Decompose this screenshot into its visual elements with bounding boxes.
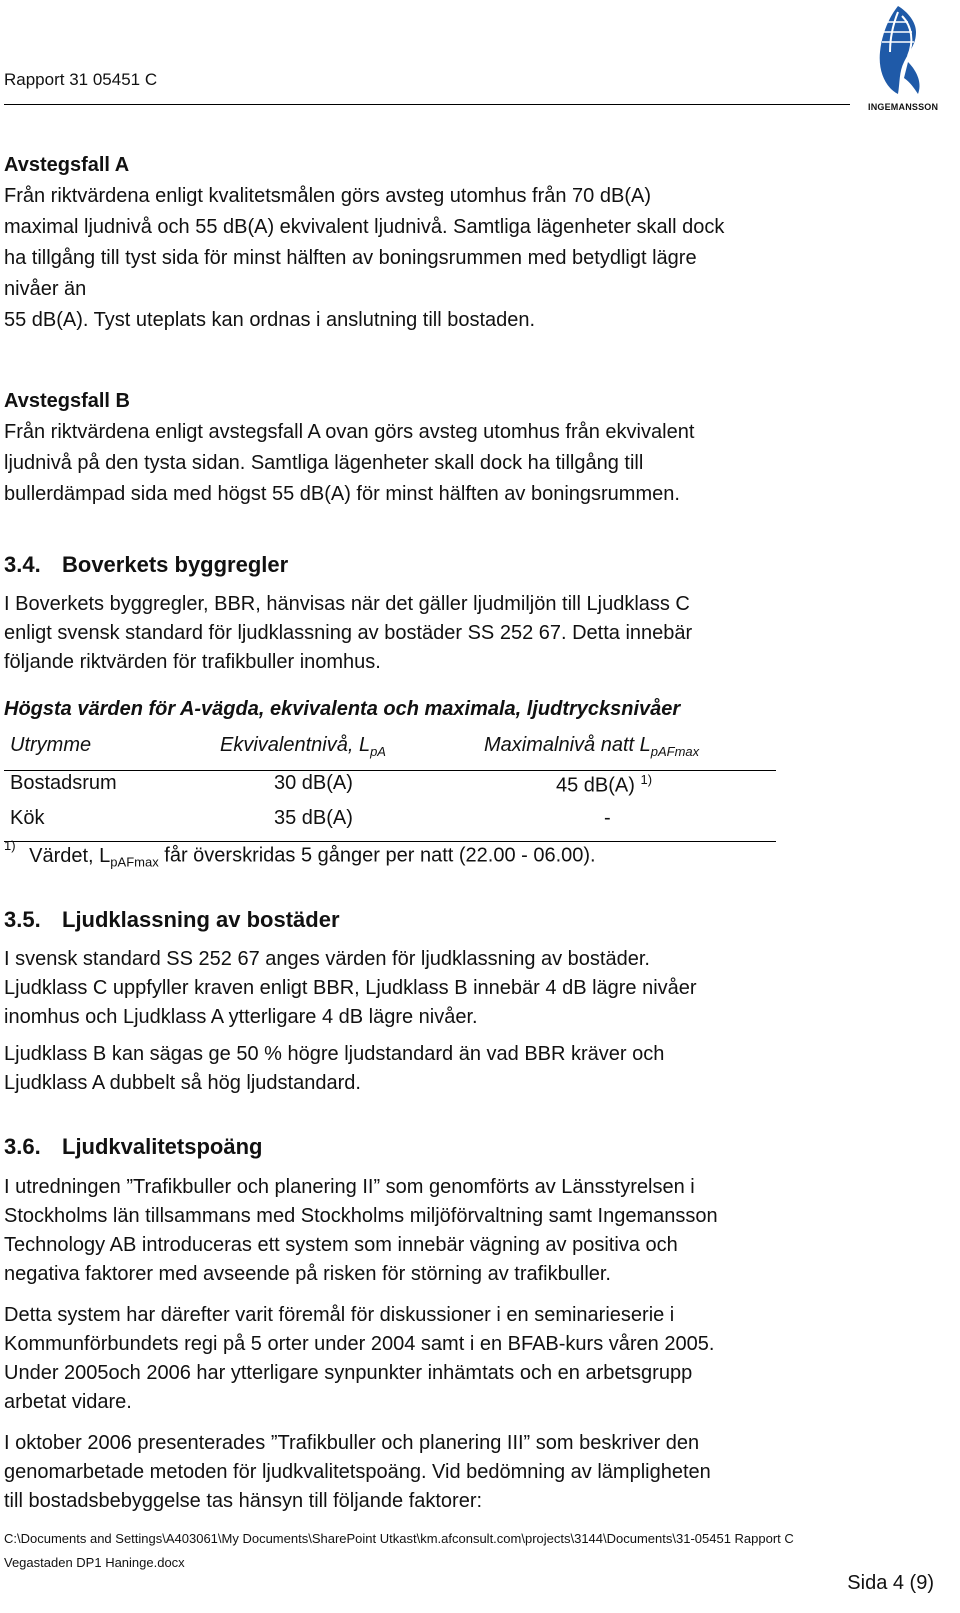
header-rule bbox=[4, 104, 850, 105]
avstegsfall-a-line-4: nivåer än bbox=[4, 278, 87, 300]
section-34-line-2: enligt svensk standard för ljudklassning av bostäder SS 252 67. Detta innebär bbox=[4, 622, 693, 644]
header-utrymme: Utrymme bbox=[10, 734, 92, 756]
footnote-mark: 1) bbox=[4, 838, 16, 853]
section-34-body bbox=[4, 590, 904, 677]
avstegsfall-b-line-2: ljudnivå på den tysta sidan. Samtliga lägenheter skall dock ha tillgång till bbox=[4, 452, 644, 474]
section-36-para-3 bbox=[4, 1429, 904, 1516]
avstegsfall-b-line-1: Från riktvärdena enligt avstegsfall A ovan görs avsteg utomhus från ekvivalent bbox=[4, 421, 695, 443]
header-maximal-sub: pAFmax bbox=[650, 744, 700, 759]
section-35-para-1 bbox=[4, 945, 904, 1032]
table-footnote bbox=[4, 838, 596, 870]
table-row bbox=[4, 772, 776, 808]
section-35-p1-line-3: inomhus och Ljudklass A ytterligare 4 dB lägre nivåer. bbox=[4, 1006, 478, 1028]
section-36-p3-line-3: till bostadsbebyggelse tas hänsyn till följande faktorer: bbox=[4, 1490, 483, 1512]
section-35-p1-line-1: I svensk standard SS 252 67 anges värden för ljudklassning av bostäder. bbox=[4, 948, 650, 970]
section-36-heading bbox=[4, 1134, 262, 1160]
row-equiv: 35 dB(A) bbox=[274, 807, 353, 829]
footnote-pre: Värdet, L bbox=[29, 844, 111, 867]
header-ekvivalent bbox=[220, 734, 386, 759]
section-36-p2-line-2: Kommunförbundets regi på 5 orter under 2004 samt i en BFAB-kurs våren 2005. bbox=[4, 1333, 715, 1355]
row-equiv: 30 dB(A) bbox=[274, 772, 353, 794]
section-35-para-2 bbox=[4, 1040, 904, 1098]
section-36-p2-line-4: arbetat vidare. bbox=[4, 1391, 132, 1413]
avstegsfall-b-line-3: bullerdämpad sida med högst 55 dB(A) för minst hälften av boningsrummen. bbox=[4, 483, 680, 505]
footer-path bbox=[4, 1527, 794, 1575]
ingemansson-logo bbox=[868, 2, 939, 120]
section-36-p1-line-1: I utredningen ”Trafikbuller och planering II” som genomförts av Länsstyrelsen i bbox=[4, 1176, 695, 1198]
header-ekvivalent-sub: pA bbox=[370, 744, 386, 759]
avstegsfall-b-block bbox=[4, 386, 904, 510]
section-35-number: 3.5. bbox=[4, 907, 41, 932]
report-id: Rapport 31 05451 C bbox=[4, 70, 158, 89]
section-35-p2-line-1: Ljudklass B kan sägas ge 50 % högre ljudstandard än vad BBR kräver och bbox=[4, 1043, 665, 1065]
table-title: Högsta värden för A-vägda, ekvivalenta och maximala, ljudtrycksnivåer bbox=[4, 698, 681, 720]
row-room: Bostadsrum bbox=[10, 772, 117, 794]
section-34-line-3: följande riktvärden för trafikbuller inomhus. bbox=[4, 651, 381, 673]
section-36-p1-line-3: Technology AB introduceras ett system som innebär vägning av positiva och bbox=[4, 1234, 678, 1256]
section-36-number: 3.6. bbox=[4, 1134, 41, 1159]
header-maximal bbox=[484, 734, 699, 759]
page-number: Sida 4 (9) bbox=[847, 1572, 934, 1594]
footer-path-line-1: C:\Documents and Settings\A403061\My Documents\SharePoint Utkast\km.afconsult.com\projects\3144\Documents\31-05451 Rapport C bbox=[4, 1531, 794, 1546]
section-35-heading bbox=[4, 907, 340, 933]
section-36-title: Ljudkvalitetspoäng bbox=[62, 1134, 263, 1159]
section-34-title: Boverkets byggregler bbox=[62, 552, 289, 577]
footnote-sub: pAFmax bbox=[110, 854, 159, 870]
footnote-post: får överskridas 5 gånger per natt (22.00 - 06.00). bbox=[158, 844, 596, 867]
section-36-p1-line-2: Stockholms län tillsammans med Stockholms miljöförvaltning samt Ingemansson bbox=[4, 1205, 718, 1227]
section-36-para-2 bbox=[4, 1301, 904, 1417]
section-35-title: Ljudklassning av bostäder bbox=[62, 907, 340, 932]
section-34-number: 3.4. bbox=[4, 552, 41, 577]
section-36-p1-line-4: negativa faktorer med avseende på risken för störning av trafikbuller. bbox=[4, 1263, 611, 1285]
logo-wordmark: INGEMANSSON bbox=[868, 102, 939, 112]
section-35-p2-line-2: Ljudklass A dubbelt så hög ljudstandard. bbox=[4, 1072, 361, 1094]
avstegsfall-b-heading: Avstegsfall B bbox=[4, 390, 130, 412]
section-36-para-1 bbox=[4, 1173, 904, 1289]
footer-path-line-2: Vegastaden DP1 Haninge.docx bbox=[4, 1555, 185, 1570]
row-room: Kök bbox=[10, 807, 45, 829]
row-max: - bbox=[604, 807, 611, 829]
section-36-p2-line-1: Detta system har därefter varit föremål för diskussioner i en seminarieserie i bbox=[4, 1304, 675, 1326]
table-row bbox=[4, 807, 776, 843]
row-max-note: 1) bbox=[640, 772, 653, 787]
section-36-p3-line-2: genomarbetade metoden för ljudkvalitetspoäng. Vid bedömning av lämpligheten bbox=[4, 1461, 711, 1483]
row-max bbox=[556, 772, 652, 798]
section-35-p1-line-2: Ljudklass C uppfyller kraven enligt BBR, Ljudklass B innebär 4 dB lägre nivåer bbox=[4, 977, 697, 999]
section-36-p2-line-3: Under 2005och 2006 har ytterligare synpunkter inhämtats och en arbetsgrupp bbox=[4, 1362, 693, 1384]
section-34-line-1: I Boverkets byggregler, BBR, hänvisas när det gäller ljudmiljön till Ljudklass C bbox=[4, 593, 690, 615]
table-header-row bbox=[4, 734, 776, 770]
avstegsfall-a-line-2: maximal ljudnivå och 55 dB(A) ekvivalent ljudnivå. Samtliga lägenheter skall dock bbox=[4, 216, 725, 238]
row-max-value: 45 dB(A) bbox=[556, 774, 635, 797]
avstegsfall-a-line-1: Från riktvärdena enligt kvalitetsmålen görs avsteg utomhus från 70 dB(A) bbox=[4, 185, 651, 207]
avstegsfall-a-line-3: ha tillgång till tyst sida för minst hälften av boningsrummen med betydligt lägre bbox=[4, 247, 697, 269]
avstegsfall-a-line-5: 55 dB(A). Tyst uteplats kan ordnas i anslutning till bostaden. bbox=[4, 309, 536, 331]
avstegsfall-a-block bbox=[4, 150, 904, 336]
section-36-p3-line-1: I oktober 2006 presenterades ”Trafikbuller och planering III” som beskriver den bbox=[4, 1432, 700, 1454]
header-ekvivalent-text: Ekvivalentnivå, L bbox=[220, 734, 371, 756]
avstegsfall-a-heading: Avstegsfall A bbox=[4, 154, 130, 176]
section-34-heading bbox=[4, 552, 288, 578]
header-maximal-text: Maximalnivå natt L bbox=[484, 734, 651, 756]
table-header-rule bbox=[4, 770, 776, 771]
